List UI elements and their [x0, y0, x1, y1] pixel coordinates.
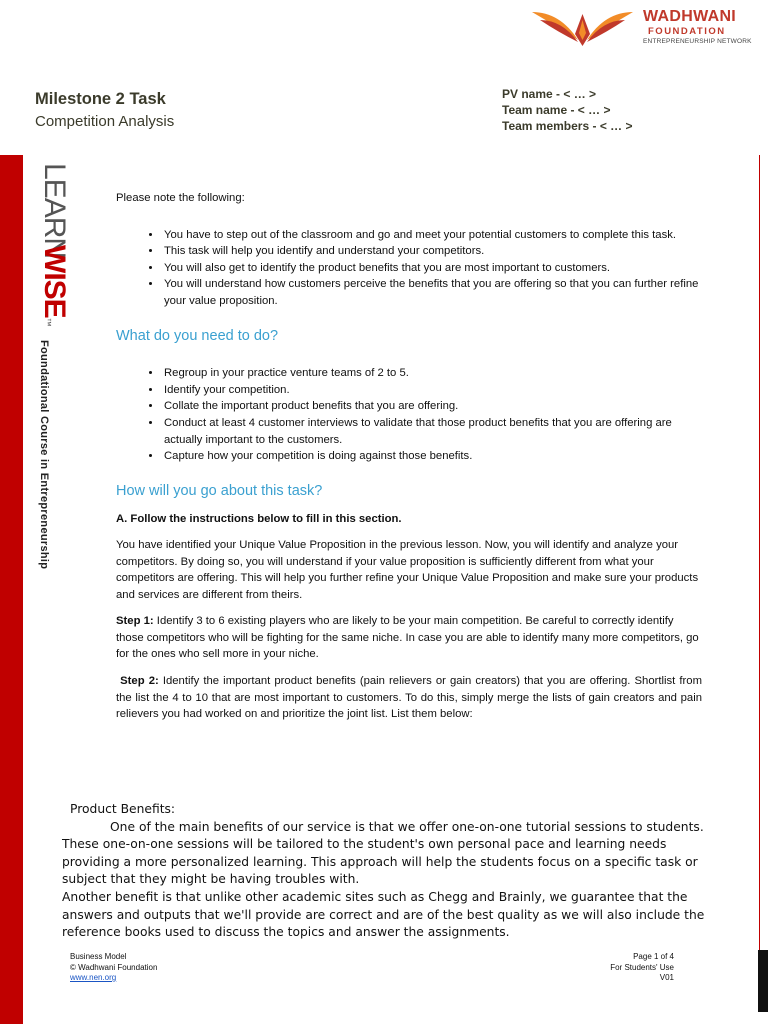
page-number: Page 1 of 4 [633, 952, 674, 961]
team-name: Team name - < … > [502, 103, 611, 117]
step2-paragraph [116, 673, 702, 723]
step1-label: Step 1: [116, 615, 154, 628]
list-item: • You will also get to identify the product benefits that you are most important to customers. [162, 260, 702, 277]
pv-name: PV name - < … > [502, 87, 597, 101]
footer-link[interactable]: www.nen.org [70, 973, 117, 982]
brand-wise: WISE™ [38, 245, 71, 326]
org-network: ENTREPRENEURSHIP NETWORK [643, 38, 752, 45]
page-subtitle: Competition Analysis [35, 113, 175, 130]
section-a-label: A. Follow the instructions below to fill in this section. [116, 513, 402, 526]
learnwise-brand [26, 163, 71, 338]
how-heading: How will you go about this task? [116, 482, 323, 499]
list-item: • You have to step out of the classroom and go and meet your potential customers to complete this task. [162, 227, 702, 244]
audience: For Students' Use [610, 962, 674, 972]
list-item: • You will understand how customers perceive the benefits that you are offering so that you can further refine your value proposition. [162, 276, 702, 309]
list-item: • Conduct at least 4 customer interviews to validate that those product benefits that you are offering are actually important to the customers. [162, 415, 702, 448]
benefit-paragraph-1: One of the main benefits of our service is that we offer one-on-one tutorial sessions to students. These one-on-one sessions will be tailored to the student's own personal pace and learning needs providing a more personalized learning. This approach will help the students focus on a specific task or subject that they might be having troubles with. [62, 819, 704, 887]
list-item: • This task will help you identify and understand your competitors. [162, 243, 702, 260]
brand-learn: LEARN [38, 163, 71, 259]
footer-left [70, 952, 157, 984]
wadhwani-logo [530, 6, 762, 50]
product-benefits [62, 801, 722, 942]
what-heading: What do you need to do? [116, 327, 279, 344]
what-list [116, 365, 702, 465]
list-item: • Collate the important product benefits that you are offering. [162, 398, 702, 415]
right-red-line [759, 155, 760, 955]
org-name: WADHWANI [643, 8, 737, 25]
step2-text: Identify the important product benefits (pain relievers or gain creators) that you are offering. Shortlist from the list the 4 to 10 that are most important to customers. To do this, simply merge the lists of gain creators and pain relievers you had worked on and prioritize the joint list. List them below: [116, 675, 703, 721]
team-info [502, 86, 633, 134]
step1-text: Identify 3 to 6 existing players who are likely to be your main competition. Be careful to correctly identify those competitors who will be fighting for the same niche. In case you are able to identify many more competitors, go for the ones who sell more in your niche. [116, 615, 699, 661]
footer-copyright: © Wadhwani Foundation [70, 962, 158, 972]
version: V01 [659, 973, 674, 982]
list-item: • Identify your competition. [162, 382, 702, 399]
trademark-mark: ™ [43, 317, 53, 326]
list-item: • Capture how your competition is doing against those benefits. [162, 448, 702, 465]
footer-right [560, 952, 674, 984]
left-red-bar [0, 155, 23, 1024]
step1-paragraph [116, 613, 702, 663]
benefit-paragraph-2: Another benefit is that unlike other academic sites such as Chegg and Brainly, we guarantee that the answers and outputs that we'll provide are correct and are of the best quality as we will also include the reference books used to discuss the topics and answer the assignments. [62, 889, 705, 940]
product-benefits-label: Product Benefits: [70, 802, 176, 816]
page-title: Milestone 2 Task [35, 90, 166, 108]
intro-paragraph: You have identified your Unique Value Proposition in the previous lesson. Now, you will identify and analyze your competitors. By doing so, you will understand if your value proposition is sufficiently different from what your competitors are offering. This will help you further refine your Unique Value Proposition and make sure your products and services are different from theirs. [116, 538, 699, 601]
wing-logo-icon [530, 6, 635, 50]
right-black-tab [758, 950, 768, 1012]
course-name: Foundational Course in Entrepreneurship [38, 340, 50, 570]
main-content [116, 190, 702, 733]
step2-label: Step 2: [120, 675, 159, 688]
note-intro: Please note the following: [116, 192, 245, 204]
notes-list [116, 227, 702, 310]
org-sub: FOUNDATION [648, 26, 726, 37]
list-item: • Regroup in your practice venture teams of 2 to 5. [162, 365, 702, 382]
footer-doc: Business Model [70, 952, 127, 961]
team-members: Team members - < … > [502, 119, 633, 133]
